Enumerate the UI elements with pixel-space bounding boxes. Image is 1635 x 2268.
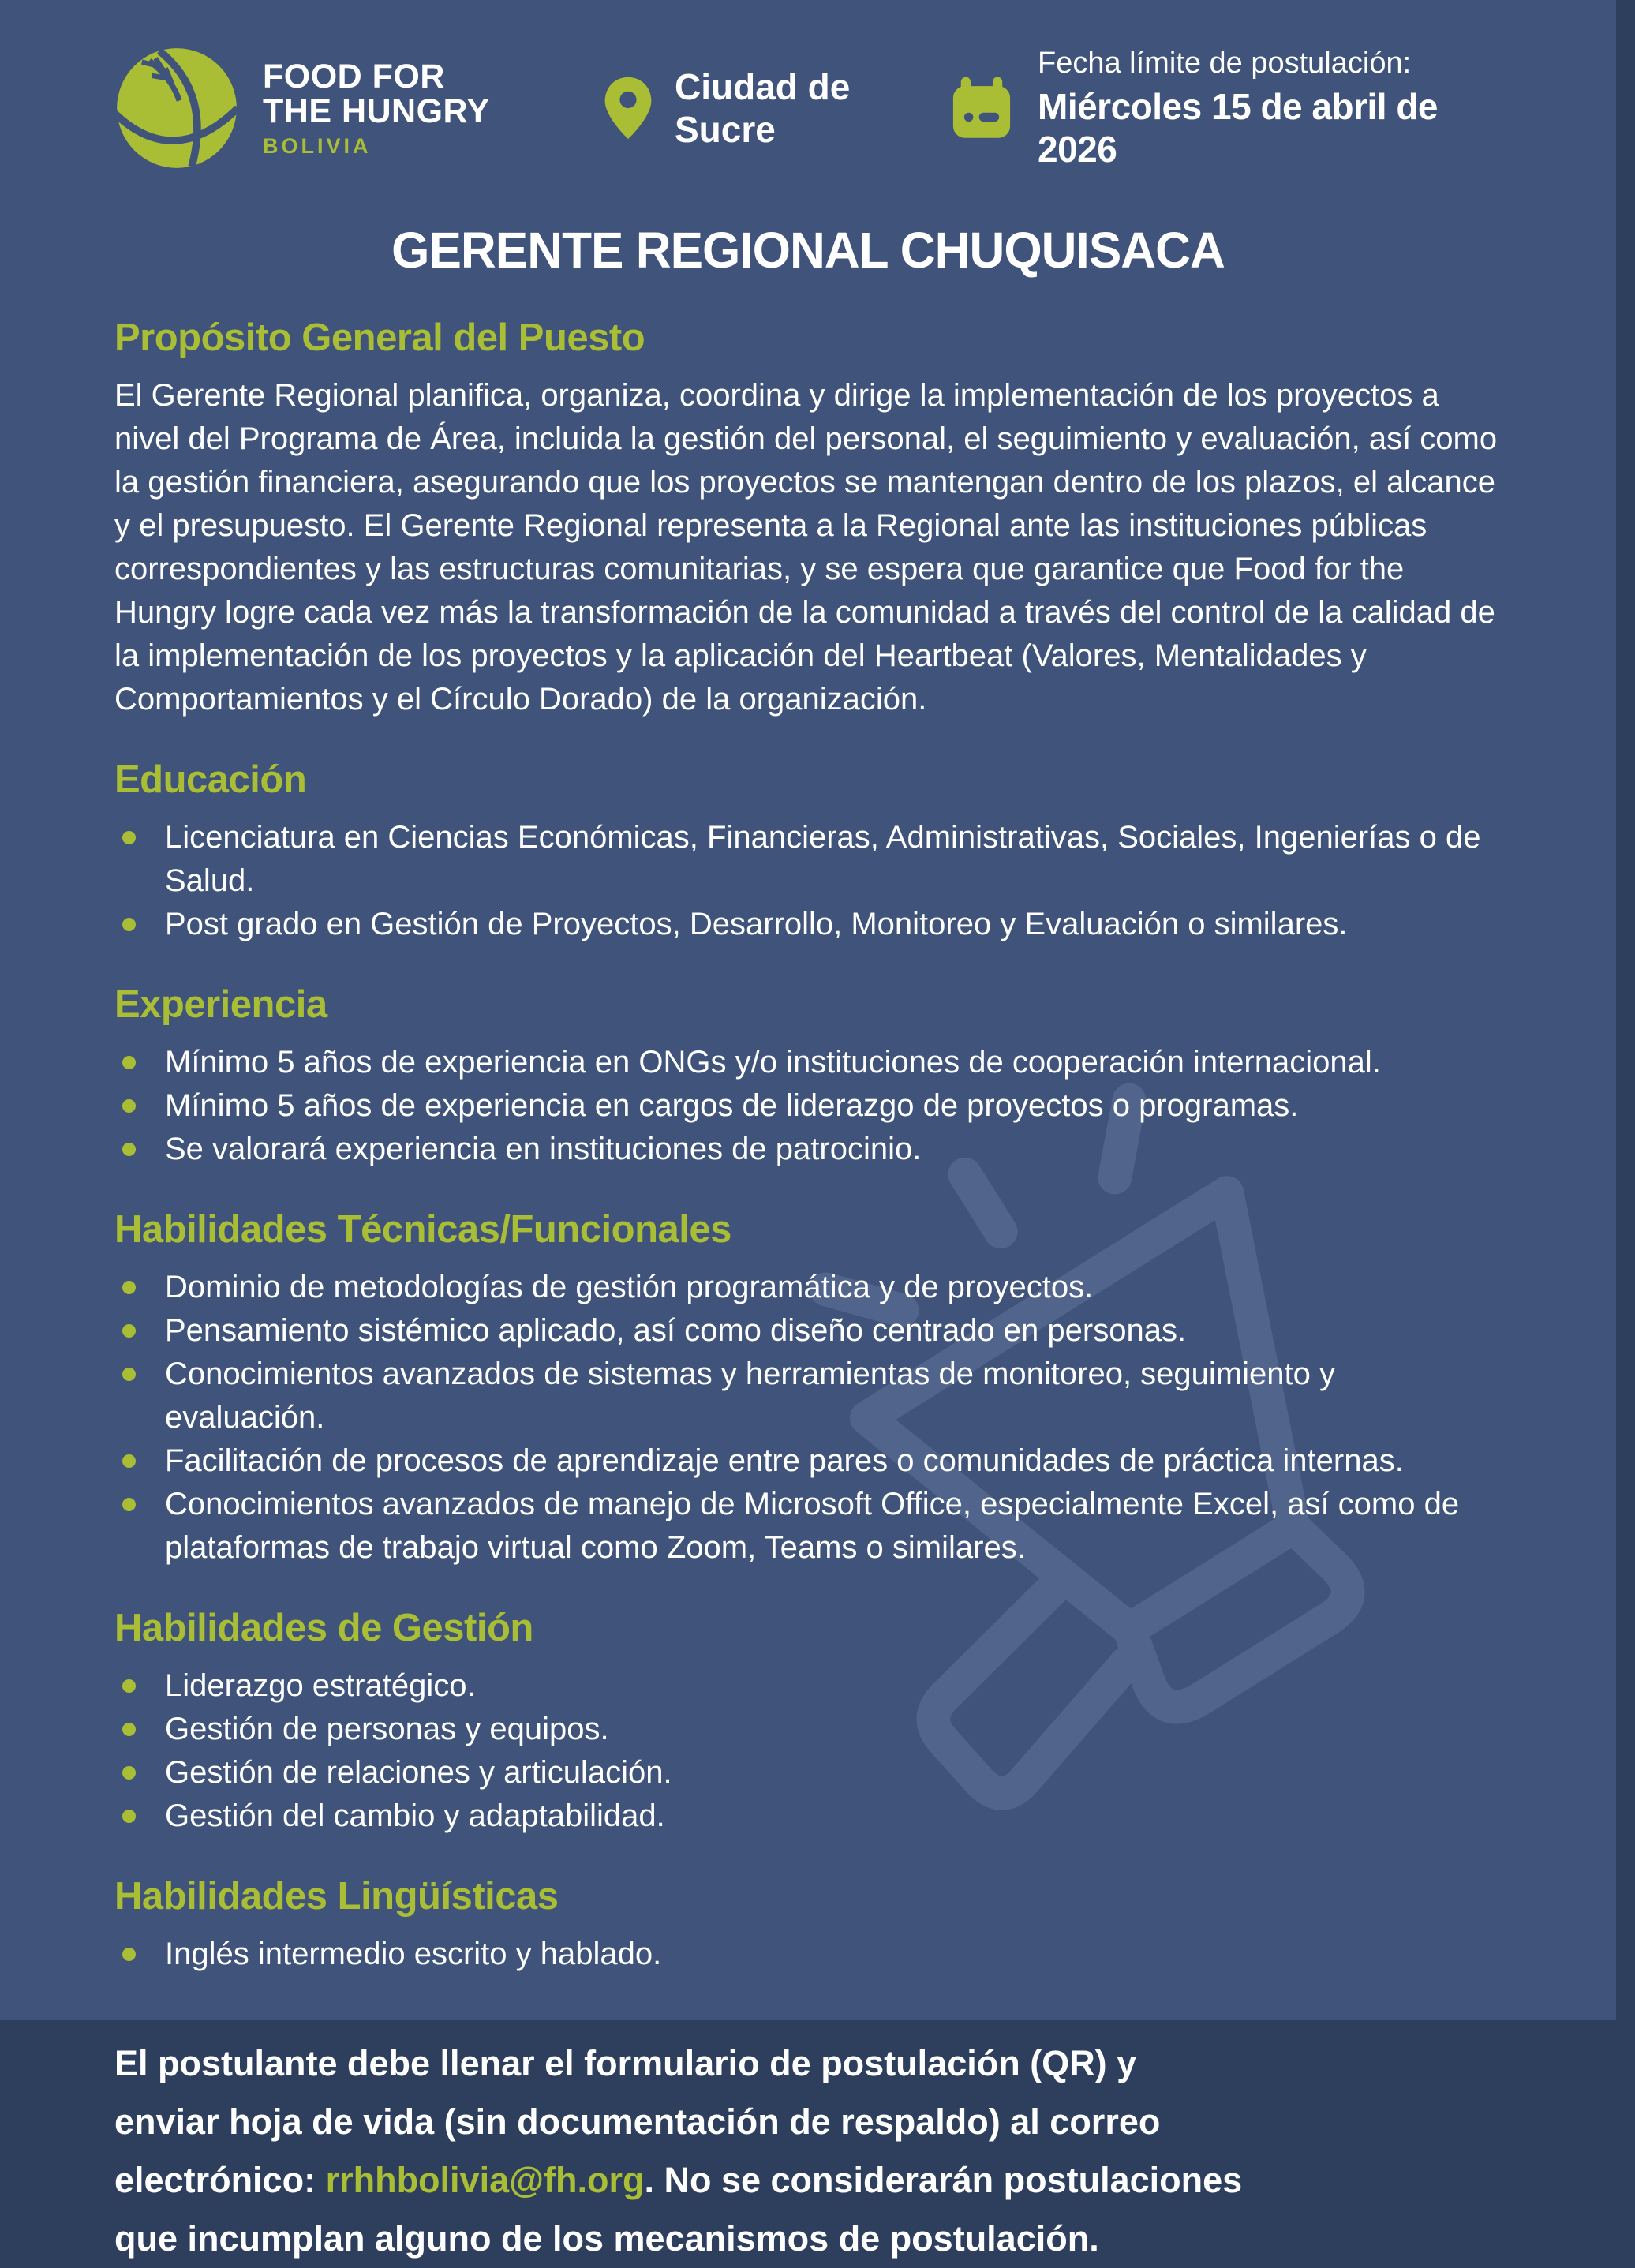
bullet-item: Liderazgo estratégico.: [114, 1664, 1502, 1708]
section-heading: Educación: [114, 758, 307, 801]
section-heading: Habilidades Lingüísticas: [114, 1875, 559, 1918]
bullet-list: [114, 816, 1502, 946]
logo-text: [263, 59, 490, 158]
location-pin-icon: [604, 76, 653, 140]
footer-note: [114, 2034, 1251, 2268]
logo-line-1: FOOD FOR: [263, 57, 445, 95]
location-label: Ciudad de Sucre: [675, 66, 851, 150]
bullet-item: Gestión del cambio y adaptabilidad.: [114, 1795, 1502, 1838]
section: [114, 758, 1502, 946]
bullet-item: Licenciatura en Ciencias Económicas, Financieras, Administrativas, Sociales, Ingenierías o de Salud.: [114, 816, 1502, 903]
email-link[interactable]: rrhhbolivia@fh.org: [325, 2160, 645, 2200]
footer-text-before: El postulante debe llenar el formulario de postulación (QR) y enviar hoja de vida (sin documentación de respaldo) al correo electrónico:: [114, 2043, 1161, 2200]
deadline-label: Fecha límite de postulación:: [1038, 46, 1412, 80]
bullet-item: Conocimientos avanzados de sistemas y herramientas de monitoreo, seguimiento y evaluación.: [114, 1353, 1502, 1439]
bullet-item: Se valorará experiencia en instituciones de patrocinio.: [114, 1128, 1502, 1171]
bullet-item: Mínimo 5 años de experiencia en ONGs y/o instituciones de cooperación internacional.: [114, 1041, 1502, 1084]
footer-text-after: . No se considerarán postulaciones que incumplan alguno de los mecanismos de postulación.: [114, 2160, 1243, 2259]
section: [114, 1606, 1502, 1838]
deadline: [949, 47, 1502, 170]
deadline-value: Miércoles 15 de abril de 2026: [1038, 85, 1439, 170]
bullet-item: Gestión de relaciones y articulación.: [114, 1751, 1502, 1795]
sections: [114, 316, 1502, 1976]
section-heading: Experiencia: [114, 983, 327, 1026]
section: [114, 1874, 1502, 1976]
bullet-item: Dominio de metodologías de gestión programática y de proyectos.: [114, 1266, 1502, 1309]
bullet-item: Inglés intermedio escrito y hablado.: [114, 1933, 1502, 1976]
bullet-item: Pensamiento sistémico aplicado, así como diseño centrado en personas.: [114, 1309, 1502, 1353]
bullet-item: Mínimo 5 años de experiencia en cargos de liderazgo de proyectos o programas.: [114, 1084, 1502, 1128]
globe-wheat-icon: [114, 46, 239, 170]
bullet-list: [114, 1266, 1502, 1570]
bullet-list: [114, 1933, 1502, 1976]
section: [114, 316, 1502, 721]
section-heading: Habilidades Técnicas/Funcionales: [114, 1208, 731, 1251]
deadline-text: [1038, 47, 1502, 170]
bullet-item: Facilitación de procesos de aprendizaje entre pares o comunidades de práctica internas.: [114, 1439, 1502, 1483]
section: [114, 1207, 1502, 1570]
header: [114, 0, 1502, 170]
location: [604, 65, 949, 151]
page-title: GERENTE REGIONAL CHUQUISACA: [391, 222, 1225, 279]
bullet-list: [114, 1041, 1502, 1171]
section: [114, 982, 1502, 1171]
section-heading: Habilidades de Gestión: [114, 1607, 533, 1649]
calendar-icon: [949, 76, 1014, 140]
section-heading: Propósito General del Puesto: [114, 316, 645, 359]
fh-logo: [114, 46, 604, 170]
bullet-item: Post grado en Gestión de Proyectos, Desarrollo, Monitoreo y Evaluación o similares.: [114, 903, 1502, 946]
bullet-list: [114, 1664, 1502, 1838]
bullet-item: Gestión de personas y equipos.: [114, 1708, 1502, 1751]
section-paragraph: El Gerente Regional planifica, organiza, coordina y dirige la implementación de los proyectos a nivel del Programa de Área, incluida la gestión del personal, el seguimiento y evaluación, así como la gestión financiera, asegurando que los proyectos se mantengan dentro de los plazos, el alcance y el presupuesto. El Gerente Regional representa a la Regional ante las instituciones públicas correspondientes y las estructuras comunitarias, y se espera que garantice que Food for the Hungry logre cada vez más la transformación de la comunidad a través del control de la calidad de la implementación de los proyectos y la aplicación del Heartbeat (Valores, Mentalidades y Comportamientos y el Círculo Dorado) de la organización.: [114, 378, 1498, 717]
logo-country: BOLIVIA: [263, 134, 372, 159]
logo-line-2: THE HUNGRY: [263, 92, 490, 131]
bullet-item: Conocimientos avanzados de manejo de Microsoft Office, especialmente Excel, así como de plataformas de trabajo virtual como Zoom, Teams o similares.: [114, 1483, 1502, 1570]
